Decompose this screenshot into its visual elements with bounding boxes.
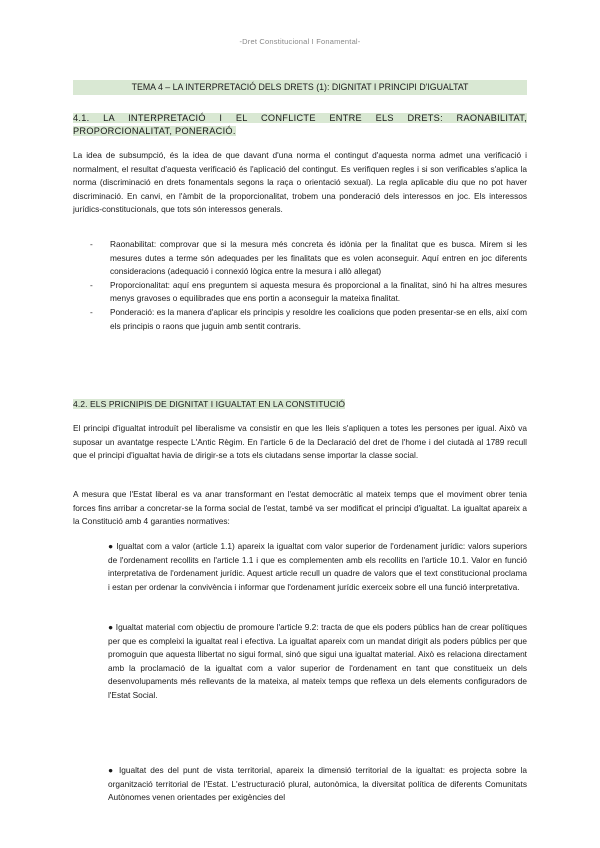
list-item: - Proporcionalitat: aquí ens preguntem si aquesta mesura és proporcional a la finalitat, sinó hi ha altres mesures menys gravoses o equilibrades que ens portin a aconseguir la mateixa finalitat. [90,279,527,304]
running-header: -Dret Constitucional I Fonamental- [239,37,361,46]
section-1-title-text: 4.1. LA INTERPRETACIÓ I EL CONFLICTE ENTRE ELS DRETS: RAONABILITAT, PROPORCIONALITAT, PONERACIÓ. [73,113,527,136]
guarantee-item: ● Igualtat com a valor (article 1.1) apareix la igualtat com valor superior de l'ordenament jurídic: valors superiors de l'ordenament recollits en l'article 1.1 i que es complementen amb els recollits en l'article 10.1. Valor en funció interpretativa de l'ordenament jurídic. Aquest article recull un quadre de valors que el text constitucional proclama i estan per ordenar la convivència i informar que l'ordenament jurídic exerceix sobre ell una funció interpretativa. [108,541,527,592]
section-1-title [73,112,527,138]
topic-title: TEMA 4 – LA INTERPRETACIÓ DELS DRETS (1): DIGNITAT I PRINCIPI D'IGUALTAT [73,80,527,95]
section-1-paragraph: La idea de subsumpció, és la idea de que davant d'una norma el contingut d'aquesta norma admet una verificació i normalment, el resultat d'aquesta verificació és l'aplicació del contingut. Es verifiquen regles i si son verificables s'aplica la norma (discriminació en drets fonamentals segons la raça o orientació sexual). La regla aplicable diu que no pot haver discriminació. En canvi, en l'àmbit de la proporcionalitat, trobem una ponderació dels interessos en joc. Els interessos jurídics-constitucionals, que tots són interessos generals. [73,150,527,215]
list-item: - Ponderació: es la manera d'aplicar els principis y resoldre les coalicions que poden presentar-se en ells, així com els principis o raons que juguin amb sentit contraris. [90,306,527,331]
guarantee-item: ● Igualtat des del punt de vista territorial, apareix la dimensió territorial de la igualtat: es projecta sobre la organització territorial de l'Estat. L'estructuració plural, autonòmica, la diversitat política de diferents Comunitats Autònomes venen orientades per exigències del [108,765,527,803]
section-2-paragraph-2: A mesura que l'Estat liberal es va anar transformant en l'estat democràtic al mateix temps que el moviment obrer tenia forces fins arribar a concretar-se la forma social de l'estat, també va ser modificat el principi d'igualtat. La igualtat apareix a la Constitució amb 4 garanties normatives: [73,489,527,527]
section-2-title [73,398,527,411]
section-2-title-text: 4.2. ELS PRICNIPIS DE DIGNITAT I IGUALTAT EN LA CONSTITUCIÓ [73,399,346,409]
list-item: - Raonabilitat: comprovar que si la mesura més concreta és idònia per la finalitat que es busca. Mirem si les mesures dutes a terme són adequades per les finalitats que es volen aconseguir. Aquí entren en joc diferents consideracions (adequació i connexió lògica entre la mesura i allò allegat) [90,239,527,277]
guarantee-item: ● Igualtat material com objectiu de promoure l'article 9.2: tracta de que els poders públics han de crear polítiques per que es compleixi la igualtat real i efectiva. La igualtat apareix com un mandat dirigit als poders públics per que promoguin que aquesta llibertat no sigui formal, sinó que sigui una igualtat material. Això es relaciona directament amb la proclamació de la igualtat com a valor superior de l'ordenament en tant que constitueix un dels desenvolupaments més rellevants de la mateixa, al mateix temps que reflexa un dels elements configuradors de l'Estat Social. [108,622,527,700]
section-1-bullet-list [73,238,527,333]
section-2-paragraph-1: El principi d'igualtat introduït pel liberalisme va consistir en que les lleis s'apliquen a totes les persones per igual. Això va suposar un avantatge respecte L'Antic Règim. En l'article 6 de la Declaració del dret de l'home i del ciutadà al 1789 recull que el principi d'igualtat havia de dirigir-se a tots els ciutadans sense importar la classe social. [73,423,527,461]
